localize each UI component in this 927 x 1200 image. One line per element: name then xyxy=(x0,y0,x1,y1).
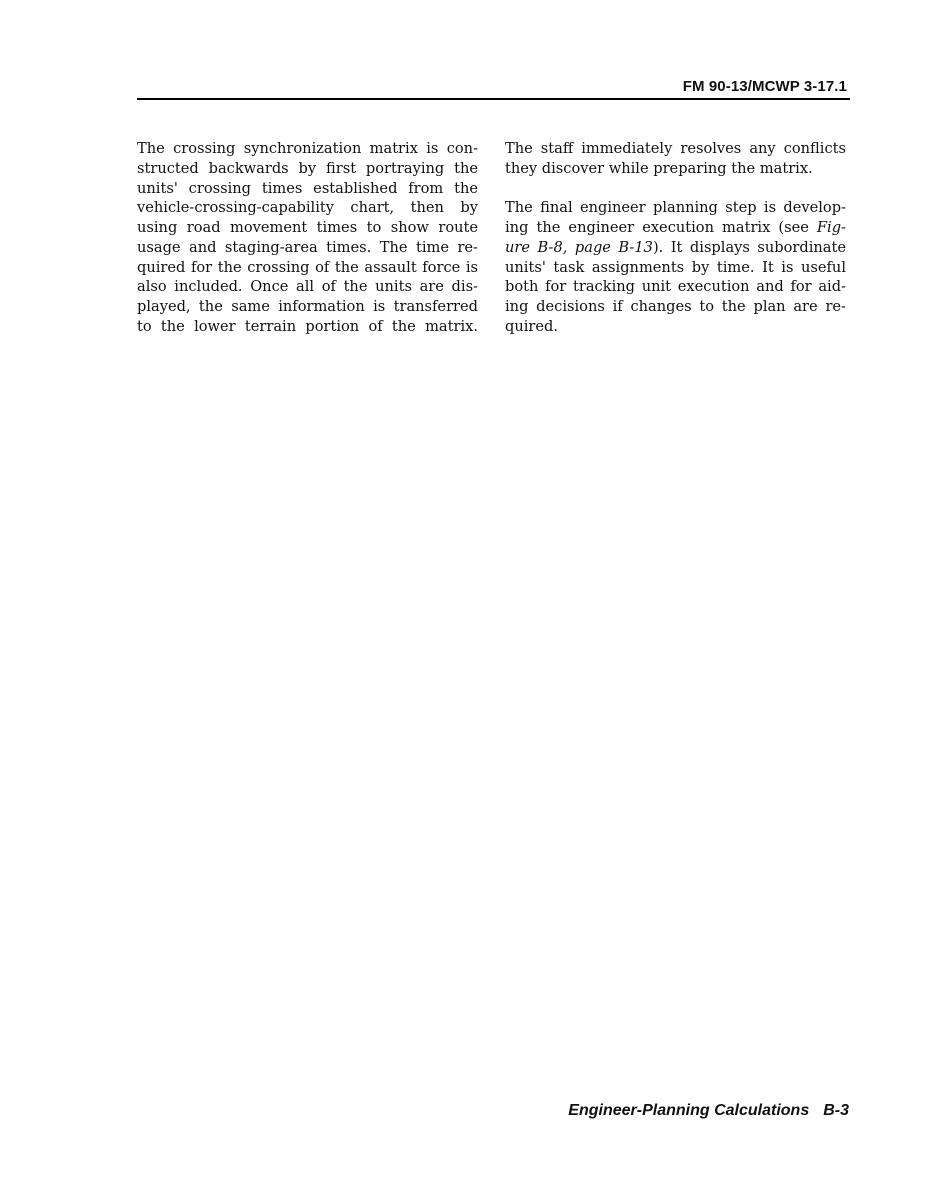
section-title: Engineer-Planning Calculations xyxy=(568,1102,810,1119)
text-line: units' task assignments by time. It is useful xyxy=(505,258,846,276)
text-line: The final engineer planning step is develop- xyxy=(505,199,846,217)
text-line: both for tracking unit execution and for aid- xyxy=(505,278,846,296)
text-line xyxy=(505,218,846,238)
document-id: FM 90-13/MCWP 3-17.1 xyxy=(682,78,847,95)
page-number: B-3 xyxy=(823,1102,849,1119)
figure-reference: ure B-8, page B-13 xyxy=(505,238,653,256)
text-line: usage and staging-area times. The time re- xyxy=(137,238,478,256)
right-column xyxy=(505,139,846,337)
text-line: they discover while preparing the matrix. xyxy=(505,159,813,177)
left-column xyxy=(137,139,478,337)
text-line: vehicle-crossing-capability chart, then by xyxy=(137,199,478,217)
text-fragment: ). It displays subordinate xyxy=(652,238,846,256)
text-line xyxy=(505,238,846,258)
header-rule xyxy=(137,98,850,100)
page-footer xyxy=(568,1102,849,1120)
text-line: The staff immediately resolves any conflicts xyxy=(505,140,846,157)
text-line: quired. xyxy=(505,317,559,335)
text-line: quired for the crossing of the assault force is xyxy=(137,258,478,276)
figure-reference: Fig- xyxy=(816,219,846,236)
paragraph-gap xyxy=(505,179,846,199)
text-line: using road movement times to show route xyxy=(137,219,478,236)
text-line: The crossing synchronization matrix is con- xyxy=(137,140,478,157)
text-line: ing decisions if changes to the plan are re- xyxy=(505,298,846,315)
text-line: played, the same information is transferred xyxy=(137,298,478,315)
text-fragment: ing the engineer execution matrix (see xyxy=(505,219,817,236)
text-line: also included. Once all of the units are dis- xyxy=(137,278,478,296)
text-line: structed backwards by first portraying the xyxy=(137,159,478,177)
text-line: to the lower terrain portion of the matrix. xyxy=(137,317,478,335)
text-line: units' crossing times established from the xyxy=(137,179,478,197)
